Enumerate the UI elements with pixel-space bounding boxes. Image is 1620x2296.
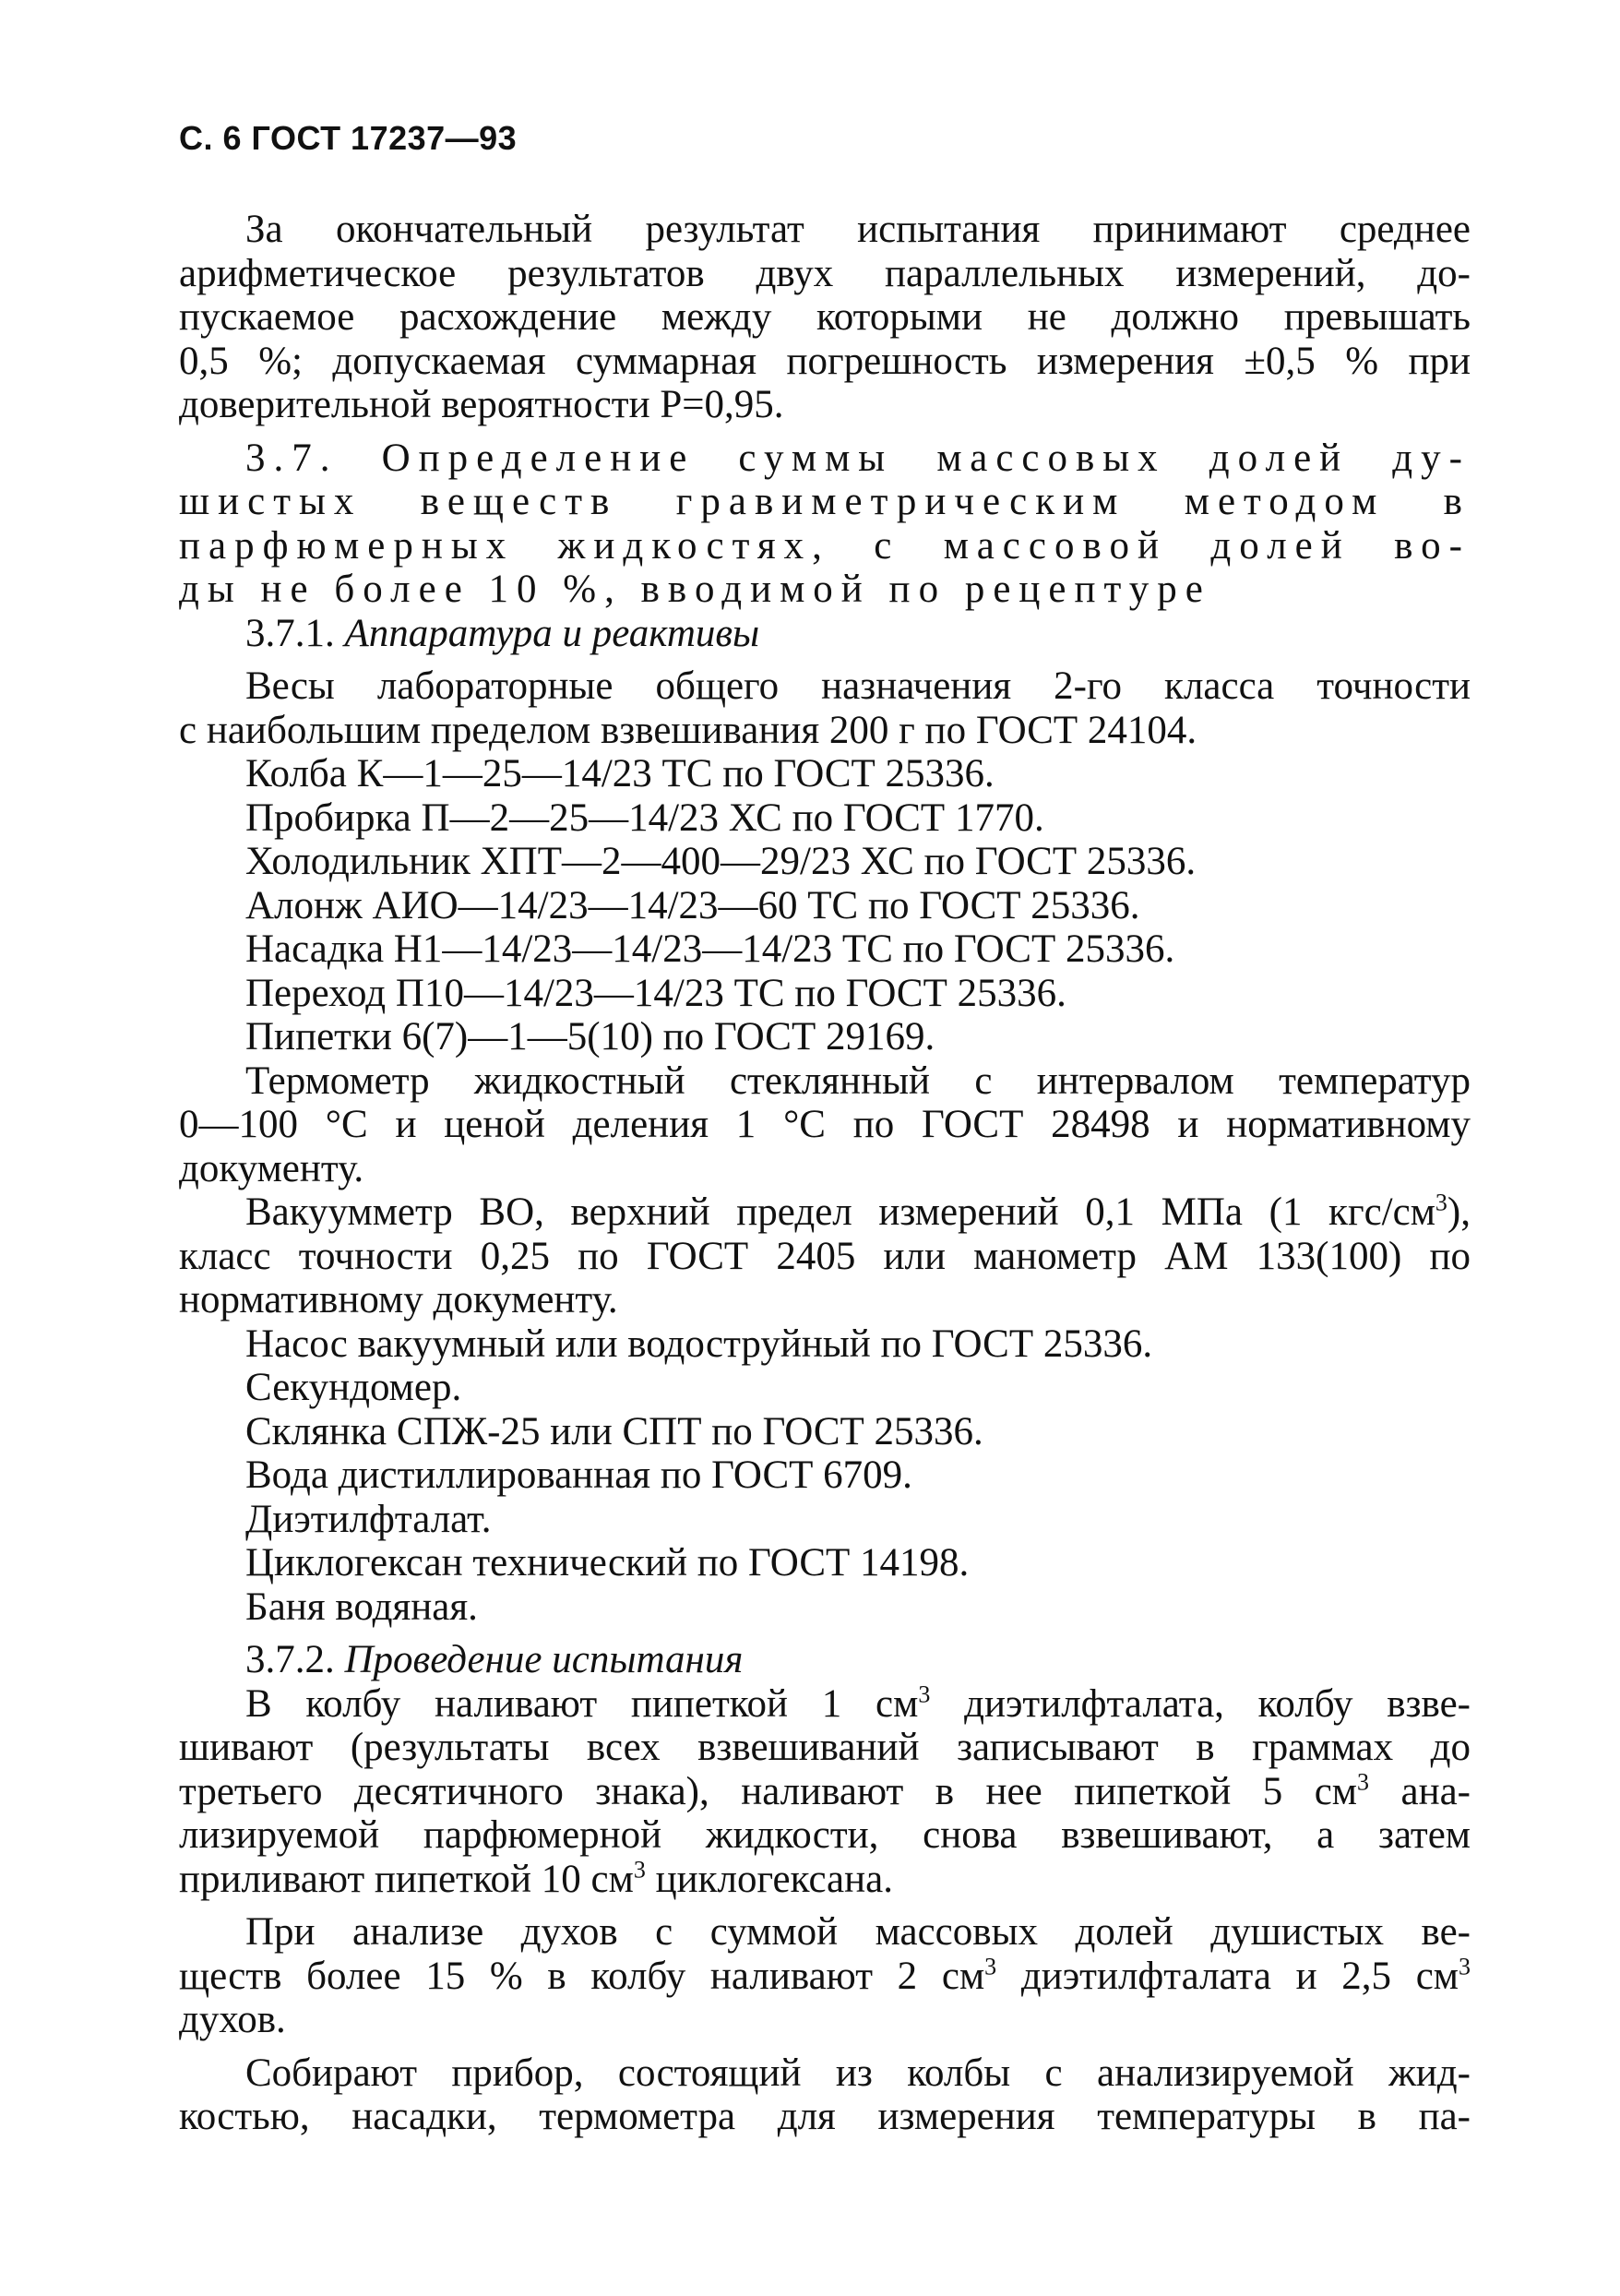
text-span: ), (1447, 1190, 1471, 1234)
equipment-list (179, 664, 1471, 1629)
text-line: парфюмерных жидкостях, с массовой долей во- (179, 523, 1471, 568)
superscript: 3 (918, 1680, 931, 1708)
section-title: Аппаратура и реактивы (344, 611, 760, 655)
text-line: 3.7. Определение суммы массовых долей ду- (245, 436, 1471, 480)
list-item: Насадка Н1—14/23—14/23—14/23 ТС по ГОСТ 25336. (245, 927, 1175, 971)
list-item: Переход П10—14/23—14/23 ТС по ГОСТ 25336. (245, 971, 1066, 1015)
text-line: шивают (результаты всех взвешиваний записывают в граммах до (179, 1726, 1471, 1769)
list-item: Секундомер. (245, 1366, 462, 1409)
text-line: ды не более 10 %, вводимой по рецептуре (179, 568, 1211, 611)
text-line (179, 1682, 1471, 1727)
procedure-paragraph-2 (179, 1910, 1471, 2042)
text-span: циклогексана. (645, 1857, 893, 1901)
text-line: 0,5 %; допускаемая суммарная погрешность измерения ±0,5 % при (179, 339, 1471, 383)
list-item: Весы лабораторные общего назначения 2-го класса точности (245, 664, 1471, 708)
list-item: Насос вакуумный или водоструйный по ГОСТ 25336. (245, 1321, 1153, 1366)
text-line: шистых веществ гравиметрическим методом в (179, 480, 1471, 523)
list-item: с наибольшим пределом взвешивания 200 г по ГОСТ 24104. (179, 708, 1197, 752)
list-item: Циклогексан технический по ГОСТ 14198. (245, 1541, 970, 1584)
text-line: При анализе духов с суммой массовых долей душистых ве- (245, 1910, 1471, 1954)
list-item: документу. (179, 1146, 364, 1190)
text-span: В колбу наливают пипеткой 1 см (245, 1681, 919, 1726)
text-line: пускаемое расхождение между которыми не должно превышать (179, 295, 1471, 339)
procedure-paragraph-3 (179, 2051, 1471, 2139)
page-header: С. 6 ГОСТ 17237—93 (179, 119, 518, 157)
list-item: 0—100 °С и ценой деления 1 °С по ГОСТ 28498 и нормативному (179, 1103, 1471, 1146)
section-3-7-2-heading (179, 1638, 1471, 1682)
paragraph-final-result (179, 208, 1471, 427)
document-page (179, 120, 1471, 2139)
text-span: третьего десятичного знака), наливают в нее пипеткой 5 см (179, 1769, 1358, 1813)
list-item: нормативному документу. (179, 1278, 618, 1321)
superscript: 3 (984, 1953, 997, 1980)
superscript: 3 (1435, 1189, 1447, 1216)
section-3-7-heading (179, 436, 1471, 612)
list-item (179, 1190, 1471, 1235)
text-line: костью, насадки, термометра для измерения температуры в па- (179, 2095, 1471, 2138)
superscript: 3 (1459, 1953, 1471, 1980)
text-line: За окончательный результат испытания принимают среднее (245, 208, 1471, 251)
list-item: Холодильник ХПТ—2—400—29/23 ХС по ГОСТ 25336. (245, 840, 1197, 883)
procedure-paragraph-1 (179, 1682, 1471, 1902)
text-span: диэтилфталата и 2,5 см (996, 1954, 1459, 1998)
text-span: Вакуумметр ВО, верхний предел измерений 0,1 МПа (1 кгс/см (245, 1190, 1435, 1234)
list-item: Алонж АИО—14/23—14/23—60 ТС по ГОСТ 25336. (245, 883, 1140, 927)
text-span: приливают пипеткой 10 см (179, 1857, 634, 1901)
section-number: 3.7.1. (245, 611, 335, 655)
list-item: класс точности 0,25 по ГОСТ 2405 или манометр АМ 133(100) по (179, 1234, 1471, 1278)
list-item: Вода дистиллированная по ГОСТ 6709. (245, 1453, 912, 1497)
text-line: доверительной вероятности P=0,95. (179, 383, 784, 426)
text-line (179, 1858, 1471, 1902)
superscript: 3 (633, 1856, 646, 1883)
section-number: 3.7.2. (245, 1638, 335, 1681)
list-item: Пробирка П—2—25—14/23 ХС по ГОСТ 1770. (245, 795, 1044, 840)
list-item: Колба К—1—25—14/23 ТС по ГОСТ 25336. (245, 752, 995, 795)
section-3-7-1-heading (179, 612, 1471, 656)
text-line: лизируемой парфюмерной жидкости, снова взвешивают, а затем (179, 1813, 1471, 1857)
list-item: Баня водяная. (245, 1584, 478, 1629)
section-title: Проведение испытания (344, 1638, 744, 1681)
text-span: ана- (1369, 1769, 1471, 1813)
list-item: Склянка СПЖ-25 или СПТ по ГОСТ 25336. (245, 1409, 983, 1453)
list-item: Термометр жидкостный стеклянный с интервалом температур (245, 1058, 1471, 1103)
list-item: Пипетки 6(7)—1—5(10) по ГОСТ 29169. (245, 1015, 935, 1058)
text-line (179, 1955, 1471, 1999)
text-line: духов. (179, 1998, 286, 2041)
text-line: Собирают прибор, состоящий из колбы с анализируемой жид- (245, 2051, 1471, 2095)
text-line: арифметическое результатов двух параллельных измерений, до- (179, 251, 1471, 295)
text-line (179, 1770, 1471, 1814)
text-span: ществ более 15 % в колбу наливают 2 см (179, 1954, 985, 1998)
superscript: 3 (1357, 1768, 1370, 1796)
list-item: Диэтилфталат. (245, 1497, 492, 1541)
text-span: диэтилфталата, колбу взве- (930, 1681, 1471, 1726)
